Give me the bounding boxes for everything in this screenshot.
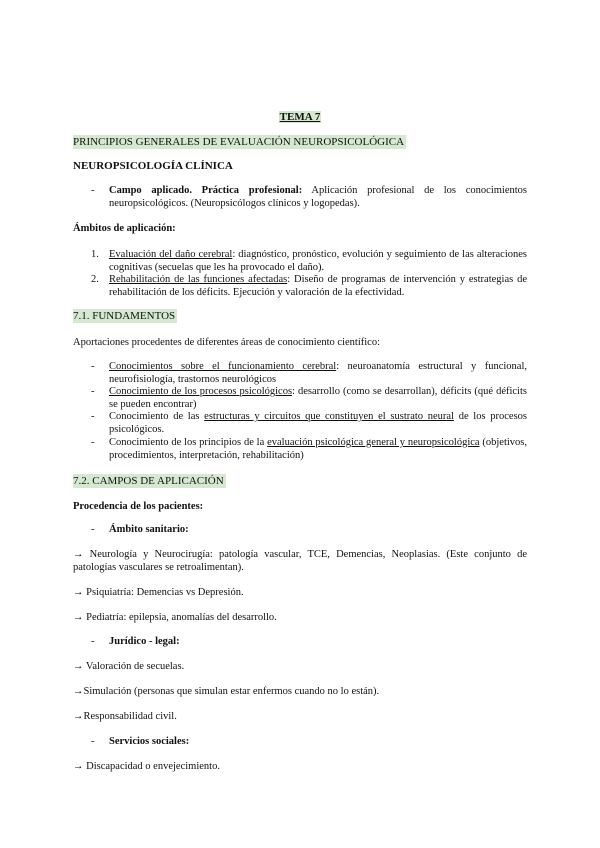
bullet-marker: - xyxy=(91,437,95,448)
procedencia-heading: Procedencia de los pacientes: xyxy=(73,501,204,512)
subheading: NEUROPSICOLOGÍA CLÍNICA xyxy=(73,160,233,172)
sanitario-line: → Psiquiatría: Demencias vs Depresión. xyxy=(73,587,244,598)
fundamento-item: Conocimiento de los procesos psicológicos: desarrollo (como se desarrollan), déficits (qué déficits se pueden encontrar) xyxy=(109,386,527,410)
fundamento-item: Conocimientos sobre el funcionamiento cerebral: neuroanatomía estructural y funcional, neurofisiología, trastornos neurológicos xyxy=(109,361,527,385)
section-71-heading: 7.1. FUNDAMENTOS xyxy=(73,310,176,322)
page-title: TEMA 7 xyxy=(279,111,321,123)
fundamento-item: Conocimiento de los principios de la evaluación psicológica general y neuropsicológica (objetivos, procedimientos, interpretación, rehabilitación) xyxy=(109,437,528,461)
ambito-item: Rehabilitación de las funciones afectadas: Diseño de programas de intervención y estrategias de rehabilitación de los déficits. Ejecución y valoración de la efectividad. xyxy=(109,274,527,298)
bullet-marker: - xyxy=(91,411,95,422)
list-number: 1. xyxy=(91,249,99,260)
main-heading: PRINCIPIOS GENERALES DE EVALUACIÓN NEUROPSICOLÓGICA xyxy=(73,136,405,148)
ambito-item: Evaluación del daño cerebral: diagnóstico, pronóstico, evolución y seguimiento de las alteraciones cognitivas (secuelas que les ha provocado el daño). xyxy=(109,249,527,273)
bullet-marker: - xyxy=(91,524,95,535)
sanitario-line: → Neurología y Neurocirugía: patología vascular, TCE, Demencias, Neoplasias. (Este conjunto de patologías vasculares se retroalimentan). xyxy=(73,549,527,573)
juridico-label: Jurídico - legal: xyxy=(109,636,180,647)
bullet-marker: - xyxy=(91,361,95,372)
juridico-line: →Simulación (personas que simulan estar enfermos cuando no lo están). xyxy=(73,686,380,697)
list-number: 2. xyxy=(91,274,99,285)
sociales-label: Servicios sociales: xyxy=(109,736,190,747)
fundamento-item: Conocimiento de las estructuras y circuitos que constituyen el sustrato neural de los procesos psicológicos. xyxy=(109,411,527,435)
sanitario-line: → Pediatría: epilepsia, anomalías del desarrollo. xyxy=(73,612,277,623)
bullet-marker: - xyxy=(91,736,95,747)
bullet-marker: - xyxy=(91,386,95,397)
campo-paragraph: Campo aplicado. Práctica profesional: Aplicación profesional de los conocimientos neuropsicológicos. (Neuropsicólogos clínicos y logopedas). xyxy=(109,185,527,209)
sociales-line: → Discapacidad o envejecimiento. xyxy=(73,761,220,772)
bullet-marker: - xyxy=(91,185,95,196)
bullet-marker: - xyxy=(91,636,95,647)
juridico-line: →Responsabilidad civil. xyxy=(73,711,177,722)
sanitario-label: Ámbito sanitario: xyxy=(109,524,189,535)
section-71-intro: Aportaciones procedentes de diferentes áreas de conocimiento científico: xyxy=(73,337,380,348)
ambitos-heading: Ámbitos de aplicación: xyxy=(73,223,176,234)
juridico-line: → Valoración de secuelas. xyxy=(73,661,185,672)
section-72-heading: 7.2. CAMPOS DE APLICACIÓN xyxy=(73,475,224,487)
